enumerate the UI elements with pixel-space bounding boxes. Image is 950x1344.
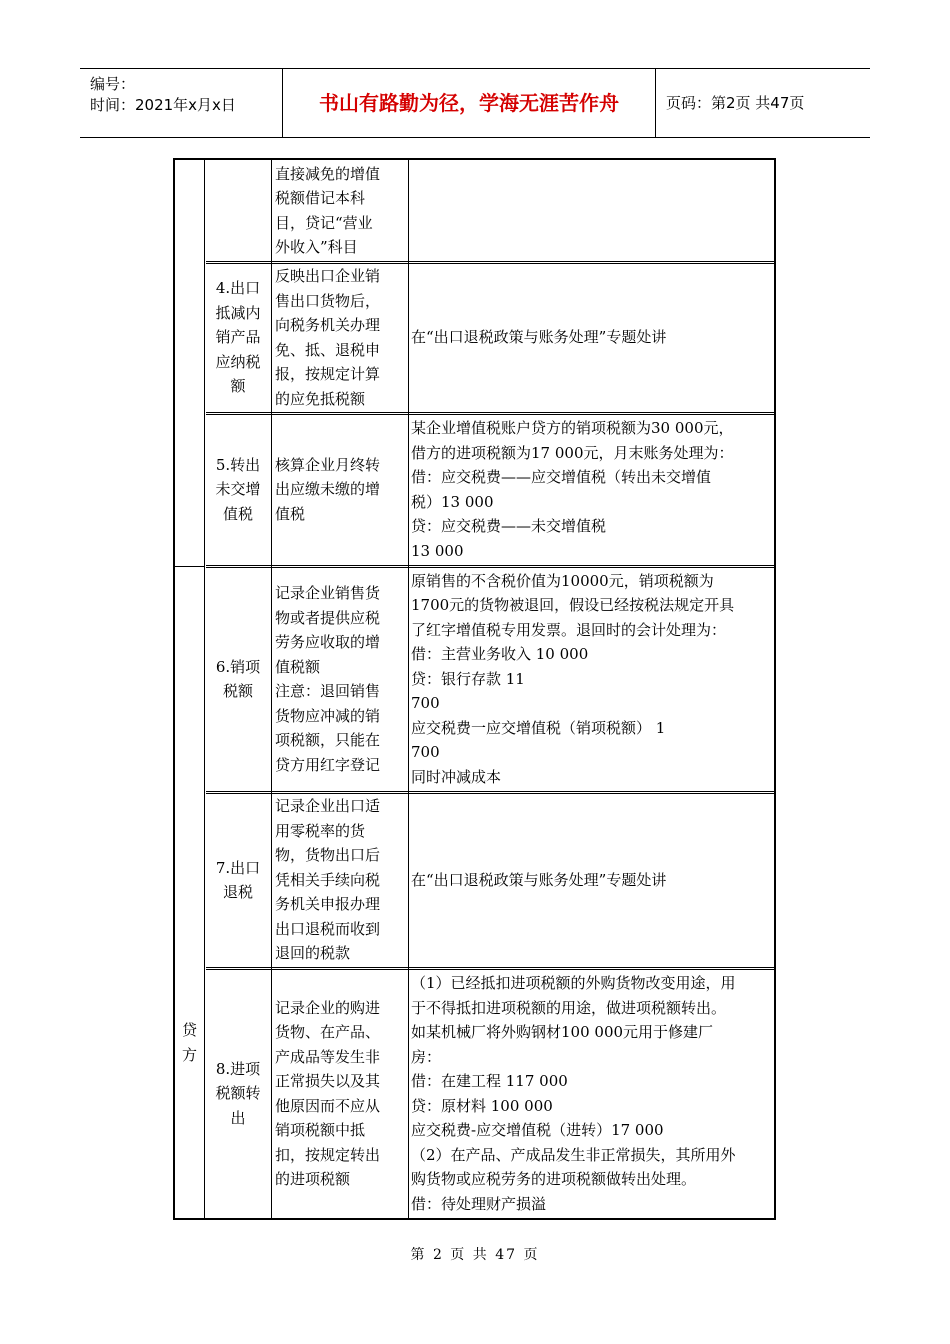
text-line: 贷方用红字登记 <box>275 755 381 774</box>
text-line: 物，货物出口后 <box>275 846 381 865</box>
text-line: （2）在产品、产成品发生非正常损失，其所用外 <box>411 1145 736 1164</box>
text-line: 项税额，只能在 <box>275 731 381 749</box>
text-line: 退回的税款 <box>275 944 351 963</box>
time-label: 时间：2021年x月x日 <box>90 96 236 114</box>
row-divider <box>206 261 774 262</box>
text-line: 税额借记本科 <box>275 189 366 207</box>
text-line: 税）13 000 <box>411 492 494 511</box>
item-description <box>275 793 407 967</box>
row-divider <box>206 791 774 792</box>
text-line: 务机关申报办理 <box>275 895 381 914</box>
item-name <box>206 567 270 791</box>
text-line: 值税 <box>275 504 306 523</box>
text-line: 8.进项 <box>215 1059 261 1078</box>
item-example <box>411 263 774 412</box>
header-meta <box>80 69 283 137</box>
text-line: 购货物或应税劳务的进项税额做转出处理。 <box>411 1170 697 1188</box>
item-example <box>411 793 774 967</box>
tax-account-table <box>173 158 776 1220</box>
item-name <box>206 263 270 412</box>
text-line: 同时冲减成本 <box>411 767 502 786</box>
text-line: 货物应冲减的销 <box>275 706 381 725</box>
text-line: 于不得抵扣进项税额的用途，做进项税额转出。 <box>411 998 727 1017</box>
page-header <box>80 68 870 138</box>
item-description <box>275 969 407 1218</box>
text-line: 免、抵、退税申 <box>275 340 381 359</box>
text-line: 如某机械厂将外购钢材100 000元用于修建厂 <box>411 1023 714 1041</box>
text-line: 出应缴未缴的增 <box>275 480 381 499</box>
item-example <box>411 160 774 261</box>
text-line: 出 <box>230 1108 246 1127</box>
item-description <box>275 160 407 261</box>
header-motto: 书山有路勤为径，学海无涯苦作舟 <box>283 69 656 137</box>
text-line: 在“出口退税政策与账务处理”专题处讲 <box>411 870 667 889</box>
item-description <box>275 414 407 565</box>
text-line: 了红字增值税专用发票。退回时的会计处理为： <box>411 620 727 639</box>
text-line: 贷：应交税费——未交增值税 <box>411 517 607 535</box>
text-line: 原销售的不含税价值为10000元，销项税额为 <box>411 571 714 590</box>
row-divider <box>206 412 774 413</box>
text-line: 退税 <box>222 883 253 901</box>
item-example <box>411 969 774 1218</box>
page-footer: 第 2 页 共 47 页 <box>410 1247 540 1263</box>
text-line: 记录企业的购进 <box>275 998 381 1017</box>
text-line: 向税务机关办理 <box>275 316 381 334</box>
text-line: 记录企业出口适 <box>275 797 381 816</box>
text-line: 税额转 <box>215 1084 261 1103</box>
item-name <box>206 793 270 967</box>
text-line: 凭相关手续向税 <box>275 870 381 889</box>
text-line: 借：主营业务收入 10 000 <box>411 645 589 664</box>
text-line: 记录企业销售货 <box>275 584 381 602</box>
column-divider <box>204 160 205 1218</box>
text-line: 用零税率的货 <box>275 821 366 840</box>
column-divider <box>271 160 272 1218</box>
text-line: 核算企业月终转 <box>275 455 381 474</box>
text-line: 报，按规定计算 <box>275 365 381 383</box>
text-line: 借：待处理财产损溢 <box>411 1194 547 1213</box>
text-line: 在“出口退税政策与账务处理”专题处讲 <box>411 328 667 347</box>
text-line: 目，贷记“营业 <box>275 213 373 232</box>
item-name <box>206 969 270 1218</box>
text-line: 税额 <box>222 682 253 700</box>
item-example <box>411 414 774 565</box>
text-line: 抵减内 <box>215 303 261 322</box>
text-line: 应交税费-应交增值税（进转）17 000 <box>411 1121 664 1139</box>
text-line: 正常损失以及其 <box>275 1072 381 1090</box>
text-line: 的应免抵税额 <box>275 389 366 408</box>
item-description <box>275 263 407 412</box>
column-divider <box>408 160 409 1218</box>
text-line: 700 <box>411 694 440 713</box>
text-line: 7.出口 <box>215 858 261 877</box>
text-line: 出口退税而收到 <box>275 919 381 938</box>
text-line: 物或者提供应税 <box>275 608 381 627</box>
text-line: 货物、在产品、 <box>275 1023 381 1041</box>
text-line: 售出口货物后， <box>275 291 381 310</box>
text-line: 1700元的货物被退回，假设已经按税法规定开具 <box>411 596 735 615</box>
text-line: 方 <box>181 1045 197 1064</box>
text-line: 销产品 <box>215 328 261 347</box>
item-example <box>411 567 774 791</box>
header-page-info: 页码：第2页 共47页 <box>666 94 805 112</box>
number-label: 编号： <box>90 75 136 93</box>
text-line: （1）已经抵扣进项税额的外购货物改变用途，用 <box>411 974 736 992</box>
text-line: 应纳税 <box>215 352 261 371</box>
row-divider <box>206 565 774 566</box>
text-line: 某企业增值税账户贷方的销项税额为30 000元， <box>411 419 734 437</box>
side-label-credit <box>175 567 204 1218</box>
text-line: 借：应交税费——应交增值税（转出未交增值 <box>411 468 712 486</box>
text-line: 借方的进项税额为17 000元，月末账务处理为： <box>411 443 734 462</box>
text-line: 贷：银行存款 11 <box>411 669 525 688</box>
text-line: 产成品等发生非 <box>275 1047 381 1066</box>
text-line: 应交税费一应交增值税（销项税额） 1 <box>411 718 666 737</box>
text-line: 劳务应收取的增 <box>275 633 381 651</box>
item-description <box>275 567 407 791</box>
text-line: 扣，按规定转出 <box>275 1145 381 1164</box>
text-line: 直接减免的增值 <box>275 164 381 183</box>
text-line: 6.销项 <box>215 657 261 676</box>
text-line: 注意：退回销售 <box>275 682 381 700</box>
item-name <box>206 160 270 261</box>
text-line: 销项税额中抵 <box>275 1121 366 1139</box>
text-line: 5.转出 <box>215 455 261 474</box>
text-line: 额 <box>230 377 246 396</box>
text-line: 贷：原材料 100 000 <box>411 1096 553 1115</box>
text-line: 的进项税额 <box>275 1170 351 1188</box>
text-line: 13 000 <box>411 541 464 560</box>
row-divider <box>206 967 774 968</box>
text-line: 未交增 <box>215 480 261 499</box>
text-line: 700 <box>411 743 440 762</box>
text-line: 他原因而不应从 <box>275 1096 381 1115</box>
text-line: 4.出口 <box>215 279 261 298</box>
text-line: 反映出口企业销 <box>275 267 381 285</box>
text-line: 值税 <box>222 504 253 523</box>
text-line: 房： <box>411 1047 442 1066</box>
text-line: 值税额 <box>275 657 321 676</box>
text-line: 外收入”科目 <box>275 238 358 256</box>
item-name <box>206 414 270 565</box>
text-line: 贷 <box>181 1021 197 1039</box>
text-line: 借：在建工程 117 000 <box>411 1072 568 1090</box>
